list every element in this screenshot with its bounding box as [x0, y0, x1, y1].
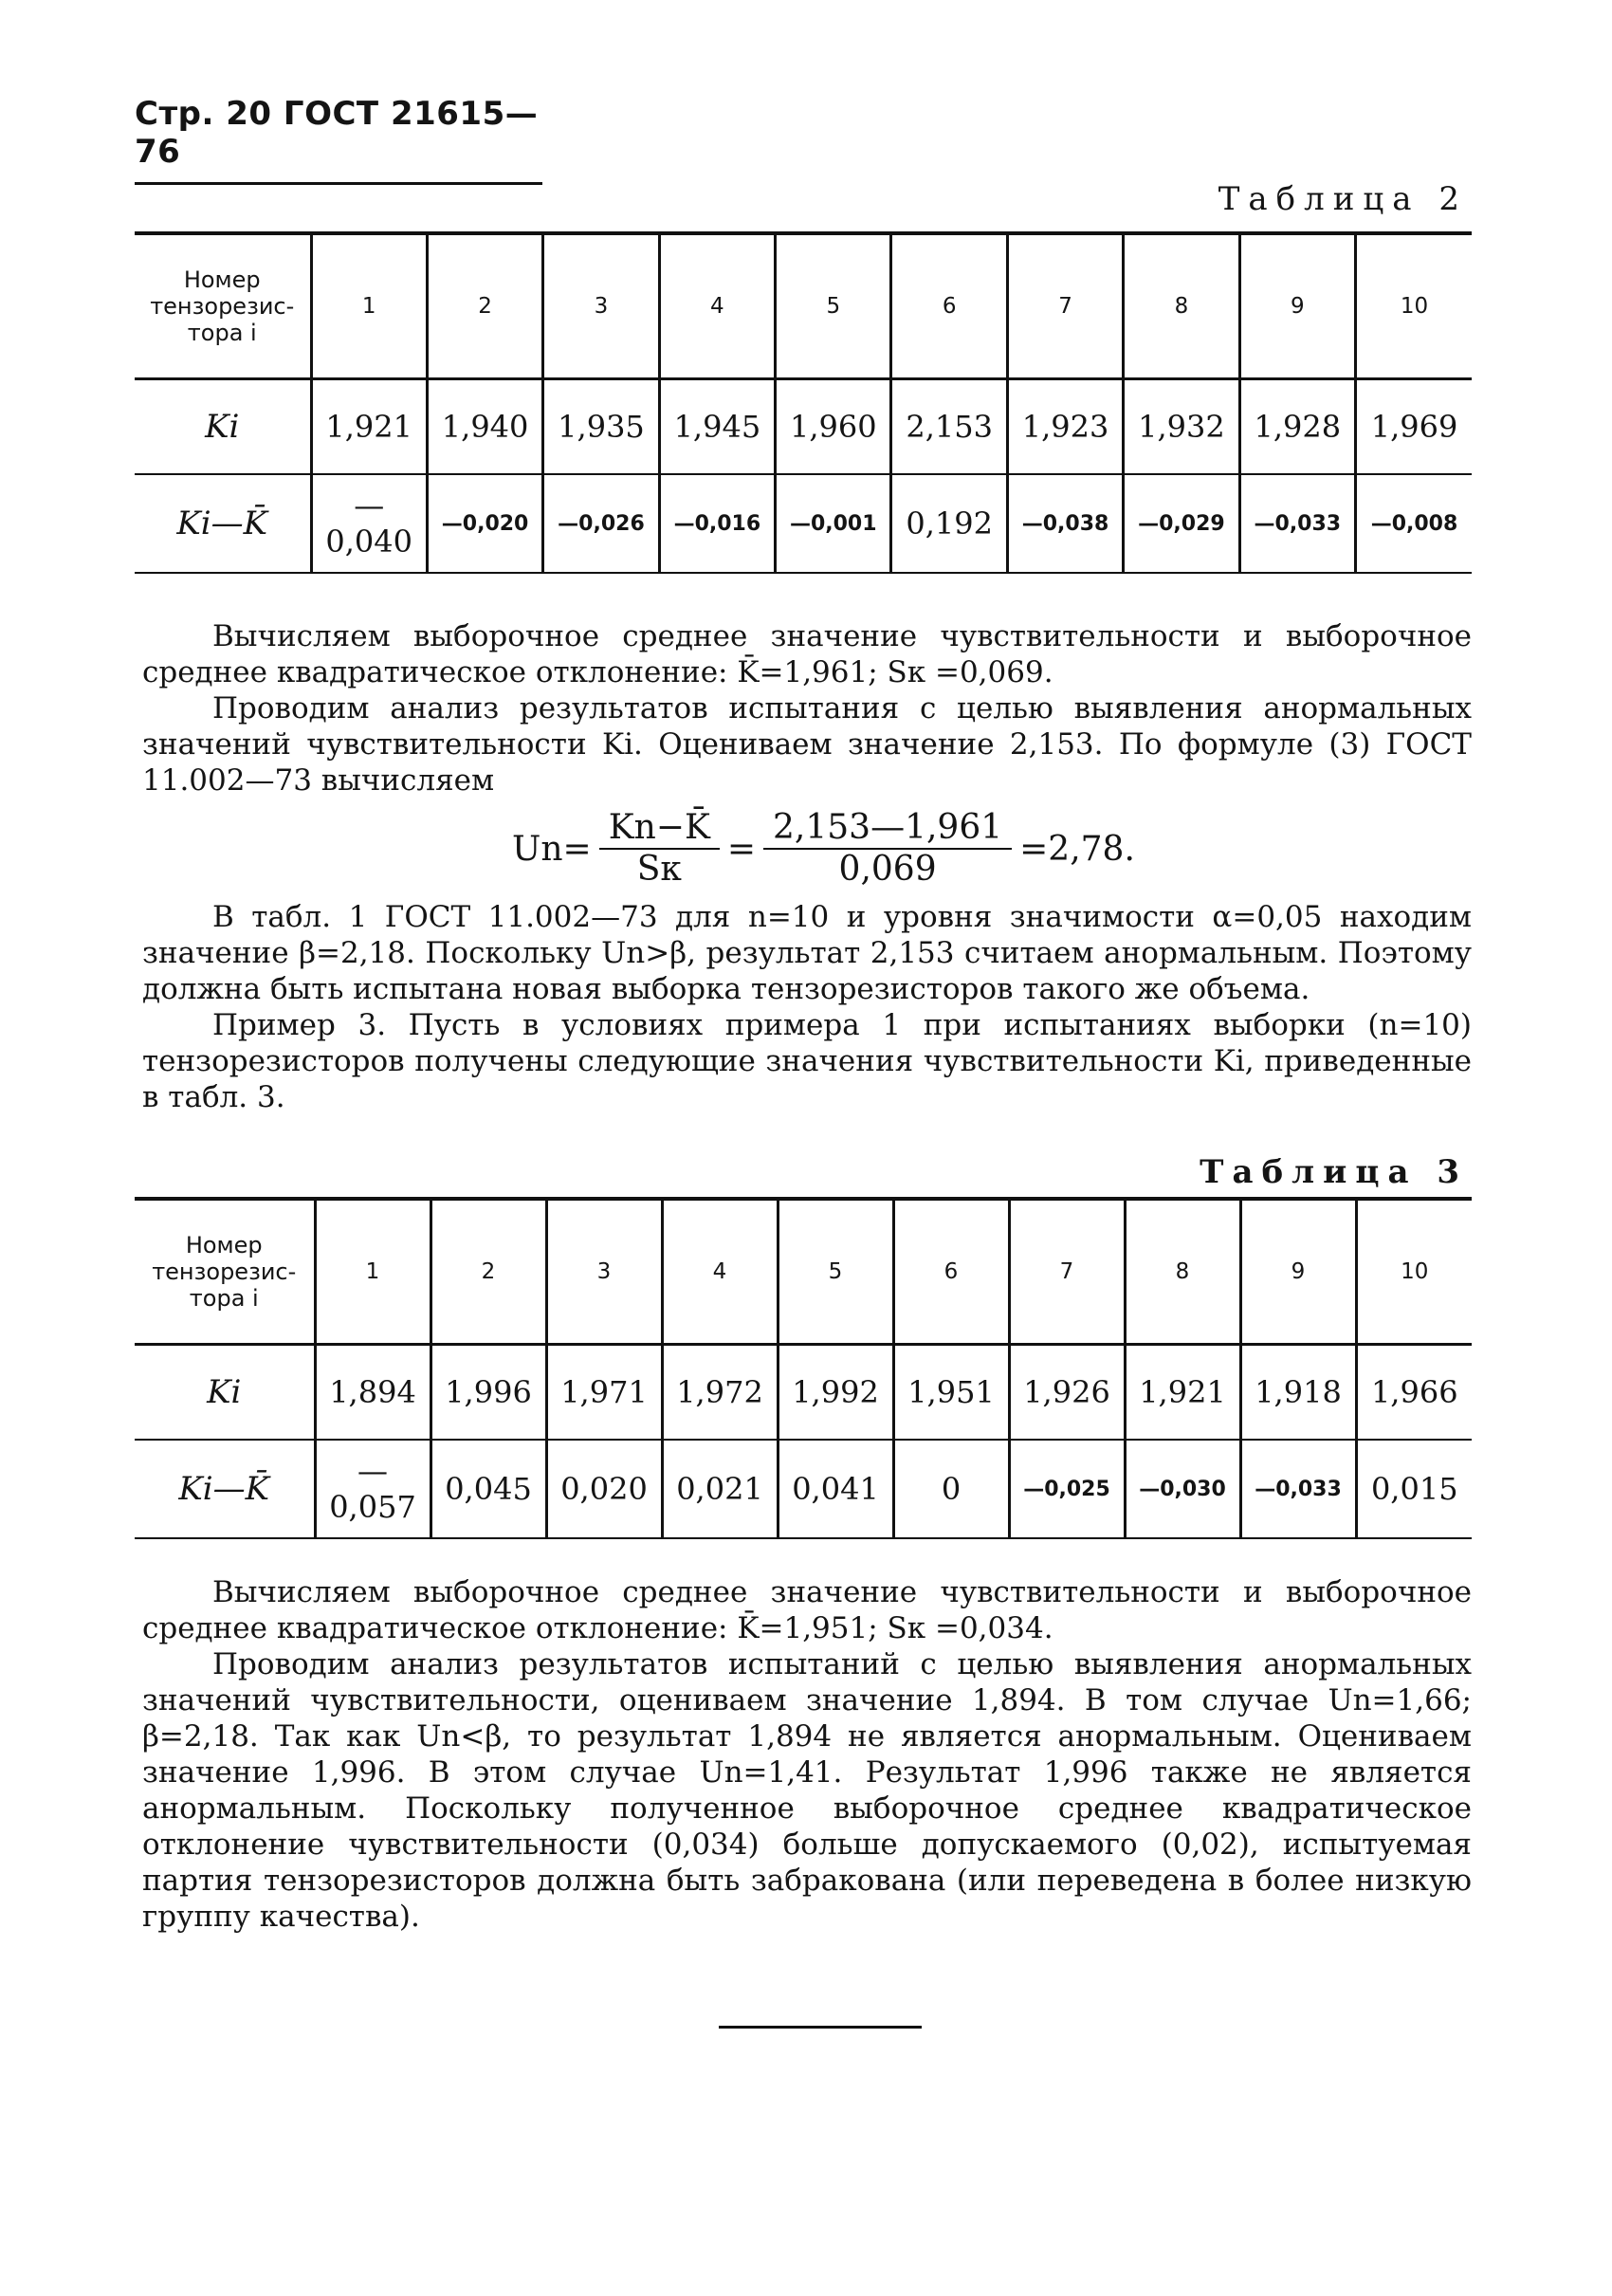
table3-row-ki [135, 1345, 1472, 1441]
table3-caption: Таблица 3 [1200, 1153, 1468, 1191]
table3-cell: 0,045 [430, 1440, 546, 1538]
paragraph: Вычисляем выборочное среднее значение чувствительности и выборочное среднее квадратическое отклонение: K̄=1,961; Sк =0,069. [142, 619, 1472, 689]
table2-cell: —0,026 [543, 474, 659, 573]
table2-col: 1 [311, 233, 427, 379]
table2-cell: 0,192 [891, 474, 1007, 573]
table2-cell: 1,928 [1239, 379, 1355, 475]
formula-fraction-2 [763, 808, 1012, 890]
table3-header-row [135, 1199, 1472, 1345]
table3-cell: —0,030 [1125, 1440, 1240, 1538]
paragraph: Пример 3. Пусть в условиях примера 1 при испытаниях выборки (n=10) тензорезисторов получены следующие значения чувствительности Ki, приведенные в табл. 3. [142, 1008, 1472, 1114]
table2-cell: 1,935 [543, 379, 659, 475]
formula-equals: = [726, 829, 757, 869]
table3-cell: 0,015 [1356, 1440, 1472, 1538]
table2-header-row [135, 233, 1472, 379]
table2 [135, 231, 1472, 574]
table2-cell: —0,001 [776, 474, 891, 573]
table2-cell: 1,969 [1356, 379, 1472, 475]
table2-cell: 1,923 [1007, 379, 1123, 475]
page-header: Стр. 20 ГОСТ 21615—76 [135, 95, 542, 185]
table3-col: 1 [315, 1199, 430, 1345]
table2-cell: 1,932 [1124, 379, 1239, 475]
table3-row1-label: Ki [207, 1373, 242, 1411]
table3-col: 6 [893, 1199, 1009, 1345]
table3-cell: 1,992 [778, 1345, 893, 1441]
table3-cell: 1,996 [430, 1345, 546, 1441]
table2-col: 9 [1239, 233, 1355, 379]
table2-caption: Таблица 2 [1218, 180, 1468, 218]
table2-cell: —0,033 [1239, 474, 1355, 573]
paragraph: Вычисляем выборочное среднее значение чувствительности и выборочное среднее квадратическое отклонение: K̄=1,951; Sк =0,034. [142, 1575, 1472, 1645]
table2-col: 6 [891, 233, 1007, 379]
table2-row2-label: Ki—K̄ [176, 505, 268, 542]
table2-cell: —0,008 [1356, 474, 1472, 573]
table3-cell: 1,926 [1009, 1345, 1125, 1441]
table2-row1-label: Ki [205, 408, 240, 446]
formula-numerator: Kn−K̄ [599, 808, 720, 850]
formula-un [512, 808, 1135, 890]
table2-col: 10 [1356, 233, 1472, 379]
table3-col: 8 [1125, 1199, 1240, 1345]
table2-cell: 1,940 [427, 379, 542, 475]
table3-cell: 1,894 [315, 1345, 430, 1441]
table3-cell: 0 [893, 1440, 1009, 1538]
table3-cell: —0,025 [1009, 1440, 1125, 1538]
table2-cell: —0,016 [659, 474, 775, 573]
text-block-2 [142, 899, 1472, 1115]
text-block-1 [142, 618, 1472, 799]
table2-cell: 1,921 [311, 379, 427, 475]
table3-cell: 0,041 [778, 1440, 893, 1538]
table3-cell: 0,020 [546, 1440, 662, 1538]
paragraph: Проводим анализ результатов испытания с целью выявления анормальных значений чувствительности Ki. Оцениваем значение 2,153. По формуле (3) ГОСТ 11.002—73 вычисляем [142, 691, 1472, 798]
table3-cell: 0,021 [662, 1440, 778, 1538]
table3-col: 7 [1009, 1199, 1125, 1345]
end-divider [719, 2026, 922, 2029]
formula-denominator: 0,069 [838, 850, 937, 889]
table2-cell: 2,153 [891, 379, 1007, 475]
table3-col: 4 [662, 1199, 778, 1345]
table3-row2-label: Ki—K̄ [178, 1470, 270, 1508]
table3-cell: 1,921 [1125, 1345, 1240, 1441]
table3-row-deviation [135, 1440, 1472, 1538]
table2-cell: —0,020 [427, 474, 542, 573]
formula-denominator: Sк [636, 850, 682, 889]
table2-cell: —0,029 [1124, 474, 1239, 573]
table2-row-ki [135, 379, 1472, 475]
table3-cell: 1,972 [662, 1345, 778, 1441]
formula-numerator: 2,153—1,961 [763, 808, 1012, 850]
table3-cell: —0,033 [1240, 1440, 1356, 1538]
table2-col: 2 [427, 233, 542, 379]
formula-result: =2,78. [1019, 829, 1135, 869]
table2-col: 3 [543, 233, 659, 379]
table3-col: 2 [430, 1199, 546, 1345]
table2-cell: —0,038 [1007, 474, 1123, 573]
paragraph: Проводим анализ результатов испытаний с целью выявления анормальных значений чувствительности, оцениваем значение 1,894. В том случае Un=1,66; β=2,18. Так как Un<β, то результат 1,894 не является анормальным. Оцениваем значение 1,996. В этом случае Un=1,41. Результат 1,996 также не является анормальным. Поскольку полученное выборочное среднее квадратическое отклонение чувствительности (0,034) больше допускаемого (0,02), испытуемая партия тензорезисторов должна быть забракована (или переведена в более низкую группу качества). [142, 1647, 1472, 1934]
table3-col: 5 [778, 1199, 893, 1345]
formula-lhs: Un= [512, 829, 592, 869]
table3-cell: 1,951 [893, 1345, 1009, 1441]
table2-col: 7 [1007, 233, 1123, 379]
table2-cell: 1,945 [659, 379, 775, 475]
table2-cell: 1,960 [776, 379, 891, 475]
paragraph: В табл. 1 ГОСТ 11.002—73 для n=10 и уровня значимости α=0,05 находим значение β=2,18. Поскольку Un>β, результат 2,153 считаем анормальным. Поэтому должна быть испытана новая выборка тензорезисторов такого же объема. [142, 900, 1472, 1006]
table3-col: 9 [1240, 1199, 1356, 1345]
table2-col: 8 [1124, 233, 1239, 379]
table3-cell: 1,966 [1356, 1345, 1472, 1441]
text-block-3 [142, 1574, 1472, 1935]
table3-cell: 1,918 [1240, 1345, 1356, 1441]
table2-row-deviation [135, 474, 1472, 573]
table3-cell: —0,057 [315, 1440, 430, 1538]
table2-col-header: Номер тензорезис- тора i [150, 266, 295, 346]
table3-col: 3 [546, 1199, 662, 1345]
table2-col: 4 [659, 233, 775, 379]
table2-col: 5 [776, 233, 891, 379]
table2-cell: —0,040 [311, 474, 427, 573]
table3-col: 10 [1356, 1199, 1472, 1345]
formula-fraction-1 [599, 808, 720, 890]
table3-col-header: Номер тензорезис- тора i [152, 1232, 297, 1312]
table3-cell: 1,971 [546, 1345, 662, 1441]
table3 [135, 1197, 1472, 1539]
